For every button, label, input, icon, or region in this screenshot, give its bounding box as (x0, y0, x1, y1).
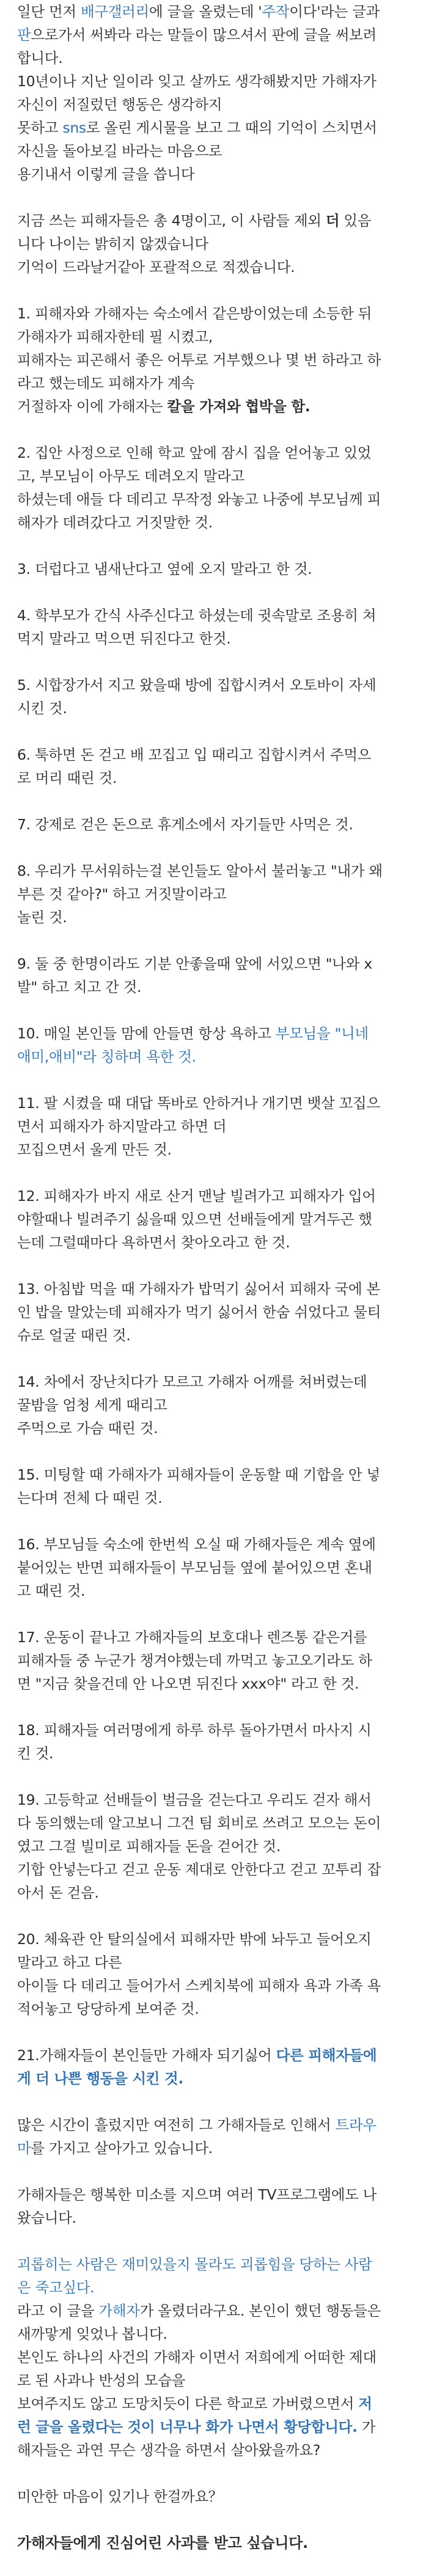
paragraph-gap (17, 1510, 417, 1533)
text-span: 못하고 (17, 119, 63, 136)
text-span: 거절하자 이에 가해자는 (17, 398, 167, 415)
text-line (17, 975, 417, 999)
text-span: 으로가서 써봐라 라는 말들이 많으셔서 판에 글을 써보려 (31, 26, 377, 43)
text-line (17, 813, 417, 836)
text-span: 라고 이 글을 (17, 2302, 99, 2319)
text-line (17, 1997, 417, 2020)
text-line (17, 1974, 417, 1997)
text-span: 일단 먼저 (17, 3, 81, 20)
text-line (17, 2346, 417, 2369)
emphasis-text: 런 글을 올렸다는 것이 너무나 화가 나면서 황당합니다. (17, 2418, 358, 2435)
text-span: 는다며 전체 다 때린 것. (17, 1489, 163, 1506)
emphasis-text: 더 (325, 212, 340, 229)
paragraph-gap (17, 418, 417, 441)
text-line (17, 163, 417, 186)
text-line (17, 46, 417, 70)
text-span: 꿀밤을 엄청 세게 때리고 (17, 1396, 167, 1414)
text-span: 본인도 하나의 사건의 가해자 이면서 저희에게 어떠한 제대 (17, 2349, 377, 2366)
paragraph (17, 2531, 417, 2555)
paragraph-gap (17, 1602, 417, 1626)
text-span: 발" 하고 치고 간 것. (17, 978, 142, 996)
text-span: 킨 것. (17, 1745, 54, 1762)
text-line (17, 1486, 417, 1510)
text-line (17, 1277, 417, 1301)
text-span: 하셨는데 애들 다 데리고 무작정 와놓고 나중에 부모님께 피 (17, 491, 381, 508)
text-line (17, 2253, 417, 2276)
paragraph-gap (17, 1440, 417, 1463)
paragraph (17, 2485, 417, 2508)
text-span: 놀린 것. (17, 909, 67, 926)
text-line (17, 2299, 417, 2322)
text-line (17, 1672, 417, 1695)
text-line (17, 93, 417, 116)
paragraph (17, 813, 417, 836)
text-line (17, 627, 417, 650)
text-line (17, 1951, 417, 1974)
text-span: 야할때나 빌려주기 싫을때 있으면 선배들에게 말겨두곤 했 (17, 1211, 372, 1228)
text-line (17, 1463, 417, 1486)
text-span: 였고 그걸 빌미로 피해자들 돈을 걷어간 것. (17, 1838, 281, 1855)
paragraph-gap (17, 999, 417, 1022)
text-span: 12. 피해자가 바지 새로 산거 맨날 빌려가고 피해자가 입어 (17, 1187, 376, 1205)
paragraph (17, 1533, 417, 1602)
text-line (17, 2438, 417, 2462)
paragraph-gap (17, 279, 417, 302)
paragraph-gap (17, 2020, 417, 2044)
text-span: 해자가 데려갔다고 거짓말한 것. (17, 514, 213, 531)
paragraph (17, 2253, 417, 2462)
text-span: 아서 돈 걷음. (17, 1884, 99, 1901)
paragraph-gap (17, 1254, 417, 1277)
text-span: 가해자가 피해자한테 필 시켰고, (17, 328, 213, 345)
text-span: 적어놓고 당당하게 보여준 것. (17, 2000, 199, 2017)
text-span: 는데 그럴때마다 욕하면서 찾아오라고 한 것. (17, 1234, 290, 1251)
text-span: 가 올렸더라구요. 본인이 했던 행동들은 (139, 2302, 381, 2319)
text-span: 14. 차에서 장난치다가 모르고 가해자 어깨를 쳐버렸는데 (17, 1373, 367, 1390)
text-span: 19. 고등학교 선배들이 벌금을 걷는다고 우리도 걷자 해서 (17, 1791, 372, 1808)
text-span: 시킨 것. (17, 700, 67, 717)
text-span: 로 머리 때린 것. (17, 769, 117, 787)
paragraph (17, 441, 417, 534)
paragraph (17, 1277, 417, 1347)
emphasis-text: 가해자들에게 진심어린 사과를 받고 싶습니다. (17, 2534, 308, 2552)
text-line (17, 1301, 417, 1324)
emphasis-text: 주작 (262, 3, 290, 20)
text-line (17, 1742, 417, 1765)
text-line (17, 232, 417, 255)
text-span: 피해자들 중 누군가 챙겨야했는데 까먹고 놓고오기라도 하 (17, 1652, 372, 1669)
paragraph-gap (17, 1695, 417, 1719)
text-line (17, 511, 417, 534)
paragraph (17, 302, 417, 418)
text-span: 기억이 드라날거같아 포괄적으로 적겠습니다. (17, 259, 295, 276)
text-line (17, 1092, 417, 1115)
text-span: 이다'라는 글과 (289, 3, 380, 20)
text-line (17, 209, 417, 232)
text-span: 합니다. (17, 50, 63, 67)
text-span: 새까맣게 잊었나 봅니다. (17, 2325, 167, 2343)
text-line (17, 1184, 417, 1208)
text-line (17, 2183, 417, 2206)
text-span: 에 글을 올렸는데 ' (149, 3, 262, 20)
text-span: 9. 둘 중 한명이라도 기분 안좋을때 앞에 서있으면 "나와 x (17, 955, 372, 972)
text-span: 부른 것 같아?" 하고 거짓말이라고 (17, 886, 227, 903)
text-line (17, 1115, 417, 1138)
text-line (17, 0, 417, 23)
text-line (17, 743, 417, 766)
paragraph-gap (17, 1161, 417, 1184)
text-span: 11. 팔 시켰을 때 대답 똑바로 안하거나 개기면 뱃살 꼬집으 (17, 1095, 380, 1112)
text-span: 7. 강제로 걷은 돈으로 휴게소에서 자기들만 사먹은 것. (17, 816, 353, 833)
text-line (17, 1649, 417, 1672)
text-line (17, 139, 417, 163)
paragraph-gap (17, 720, 417, 743)
text-span: 1. 피해자와 가해자는 숙소에서 같은방이었는데 소등한 뒤 (17, 305, 372, 322)
text-span: 3. 더럽다고 냄새난다고 옆에 오지 말라고 한 것. (17, 560, 312, 578)
paragraph (17, 2183, 417, 2229)
text-span: 슈로 얼굴 때린 것. (17, 1327, 131, 1344)
text-span: 를 가지고 살아가고 있습니다. (31, 2140, 213, 2157)
paragraph (17, 557, 417, 581)
emphasis-text: 애미,애비"라 칭하며 욕한 것. (17, 1048, 196, 1065)
text-span: 피해자는 피곤해서 좋은 어투로 거부했으나 몇 번 하라고 하 (17, 351, 381, 369)
paragraph (17, 1463, 417, 1510)
text-line (17, 255, 417, 279)
text-line (17, 883, 417, 906)
text-line (17, 372, 417, 395)
text-span: 붙어있는 반면 피해자들이 부모님들 옆에 붙어있으면 혼내 (17, 1559, 372, 1576)
text-line (17, 1788, 417, 1811)
text-span: 면서 피해자가 하지말라고 하면 더 (17, 1118, 227, 1135)
text-span: 6. 툭하면 돈 걷고 배 꼬집고 입 때리고 집합시켜서 주먹으 (17, 746, 372, 763)
paragraph (17, 0, 417, 186)
text-span: 16. 부모님들 숙소에 한번씩 오실 때 가해자들은 계속 옆에 (17, 1536, 376, 1553)
paragraph-gap (17, 790, 417, 813)
paragraph-gap (17, 650, 417, 673)
paragraph (17, 673, 417, 720)
text-span: 인 밥을 말았는데 피해자가 먹기 싫어서 한숨 쉬었다고 물티 (17, 1304, 381, 1321)
text-span: 주먹으로 가슴 때린 것. (17, 1420, 158, 1437)
emphasis-text: 게 더 나쁜 행동을 시킨 것. (17, 2070, 184, 2087)
paragraph-gap (17, 1904, 417, 1928)
text-line (17, 2369, 417, 2392)
emphasis-text: 칼을 가져와 협박을 함. (167, 398, 311, 415)
text-span: 13. 아침밥 먹을 때 가해자가 밥먹기 싫어서 피해자 국에 본 (17, 1280, 380, 1297)
paragraph-gap (17, 2462, 417, 2485)
text-line (17, 2137, 417, 2160)
text-span: 꼬집으면서 울게 만든 것. (17, 1141, 172, 1158)
text-span: 8. 우리가 무서워하는걸 본인들도 알아서 불러놓고 "내가 왜 (17, 862, 383, 879)
text-span: 면 "지금 찾을건데 안 나오면 뒤진다 xxx야" 라고 한 것. (17, 1675, 359, 1692)
text-line (17, 2322, 417, 2346)
emphasis-text: 판 (17, 26, 31, 43)
text-line (17, 1533, 417, 1556)
text-line (17, 1858, 417, 1881)
text-line (17, 1579, 417, 1602)
text-span: 20. 체육관 안 탈의실에서 피해자만 밖에 놔두고 들어오지 (17, 1931, 372, 1948)
text-line (17, 1324, 417, 1347)
emphasis-text: 은 죽고싶다. (17, 2279, 95, 2296)
text-line (17, 1393, 417, 1417)
emphasis-text: 괴롭히는 사람은 재미있을지 몰라도 괴롭힘을 당하는 사람 (17, 2256, 372, 2273)
text-line (17, 2044, 417, 2067)
text-span: 로 된 사과나 반성의 모습을 (17, 2372, 186, 2389)
text-line (17, 441, 417, 464)
emphasis-text: sns (62, 119, 86, 136)
paragraph (17, 1928, 417, 2020)
text-line (17, 325, 417, 348)
text-line (17, 1208, 417, 1231)
text-span: 15. 미팅할 때 가해자가 피해자들이 운동할 때 기합을 안 넣 (17, 1466, 380, 1483)
paragraph (17, 743, 417, 790)
text-span: 다 동의했는데 알고보니 그건 팀 회비로 쓰려고 모으는 돈이 (17, 1815, 381, 1832)
text-line (17, 906, 417, 929)
text-span: 아이들 다 데리고 들어가서 스케치북에 피해자 욕과 가족 욕 (17, 1977, 381, 1994)
paragraph (17, 1022, 417, 1068)
text-span: 왔습니다. (17, 2209, 76, 2226)
text-span: 기합 안넣는다고 걷고 운동 제대로 안한다고 걷고 꼬투리 잡 (17, 1861, 381, 1878)
text-line (17, 70, 417, 93)
text-span: 라고 했는데도 피해자가 계속 (17, 375, 195, 392)
text-span: 5. 시합장가서 지고 왔을때 방에 집합시켜서 오토바이 자세 (17, 677, 377, 694)
text-span: 18. 피해자들 여러명에게 하루 하루 돌아가면서 마사지 시 (17, 1722, 372, 1739)
paragraph-gap (17, 2508, 417, 2531)
text-line (17, 1626, 417, 1649)
emphasis-text: 배구갤러리 (80, 3, 149, 20)
paragraph-gap (17, 2090, 417, 2113)
emphasis-text: 트라우 (335, 2116, 377, 2134)
text-span: 고 때린 것. (17, 1582, 86, 1599)
text-line (17, 1811, 417, 1835)
emphasis-text: 부모님을 "니네 (275, 1025, 369, 1042)
text-line (17, 2392, 417, 2415)
text-line (17, 2067, 417, 2090)
paragraph-gap (17, 836, 417, 859)
text-line (17, 2113, 417, 2137)
paragraph (17, 2044, 417, 2090)
text-line (17, 673, 417, 697)
text-line (17, 2206, 417, 2229)
text-line (17, 488, 417, 511)
paragraph-gap (17, 1765, 417, 1788)
text-line (17, 1835, 417, 1858)
text-line (17, 1556, 417, 1579)
paragraph-gap (17, 1347, 417, 1370)
paragraph (17, 952, 417, 999)
text-line (17, 2531, 417, 2555)
text-span: 보여주지도 않고 도망치듯이 다른 학교로 가버렸으면서 (17, 2395, 359, 2412)
paragraph (17, 1092, 417, 1161)
text-line (17, 766, 417, 790)
paragraph (17, 1719, 417, 1765)
paragraph (17, 859, 417, 929)
text-line (17, 1370, 417, 1393)
paragraph (17, 209, 417, 279)
text-line (17, 1045, 417, 1068)
text-span: 2. 집안 사정으로 인해 학교 앞에 잠시 집을 얻어놓고 있었 (17, 444, 372, 461)
text-line (17, 23, 417, 46)
text-span: 말라고 하고 다른 (17, 1954, 122, 1971)
text-line (17, 464, 417, 488)
text-span: 로 올린 게시물을 보고 그 때의 기억이 스치면서 (86, 119, 377, 136)
text-span: 가해자들은 행복한 미소를 지으며 여러 TV프로그램에도 나 (17, 2186, 377, 2203)
text-span: 용기내서 이렇게 글을 씁니다 (17, 166, 195, 183)
text-line (17, 1022, 417, 1045)
emphasis-text: 저 (358, 2395, 372, 2412)
text-line (17, 557, 417, 581)
text-span: 고, 부모님이 아무도 데려오지 말라고 (17, 468, 245, 485)
text-line (17, 952, 417, 975)
paragraph (17, 1626, 417, 1695)
paragraph-gap (17, 2160, 417, 2183)
text-line (17, 302, 417, 325)
paragraph (17, 1184, 417, 1254)
paragraph-gap (17, 1068, 417, 1092)
paragraph-gap (17, 581, 417, 604)
text-span: 가 (357, 2418, 376, 2435)
text-line (17, 2415, 417, 2438)
text-span: 17. 운동이 끝나고 가해자들의 보호대나 렌즈통 같은거를 (17, 1629, 367, 1646)
text-line (17, 348, 417, 372)
emphasis-text: 가해자 (98, 2302, 140, 2319)
text-line (17, 859, 417, 883)
text-line (17, 1719, 417, 1742)
paragraph (17, 1370, 417, 1440)
text-span: 4. 학부모가 간식 사주신다고 하셨는데 귓속말로 조용히 쳐 (17, 607, 377, 624)
text-span: 미안한 마음이 있기나 한걸까요？ (17, 2488, 223, 2505)
text-line (17, 1417, 417, 1440)
paragraph (17, 604, 417, 650)
text-line (17, 604, 417, 627)
text-line (17, 1928, 417, 1951)
text-line (17, 116, 417, 139)
text-line (17, 1138, 417, 1161)
text-line (17, 395, 417, 418)
text-span: 21.가해자들이 본인들만 가해자 되기싫어 (17, 2047, 276, 2064)
text-span: 10년이나 지난 일이라 잊고 살까도 생각해봤지만 가해자가 (17, 73, 377, 90)
paragraph-gap (17, 929, 417, 952)
text-line (17, 2276, 417, 2299)
text-span: 많은 시간이 흘렀지만 여전히 그 가해자들로 인해서 (17, 2116, 336, 2134)
paragraph-gap (17, 534, 417, 557)
text-span: 지금 쓰는 피해자들은 총 4명이고, 이 사람들 제외 (17, 212, 326, 229)
paragraph-gap (17, 2229, 417, 2253)
text-span: 자신을 돌아보길 바라는 마음으로 (17, 142, 223, 160)
text-span: 해자들은 과연 무슨 생각을 하면서 살아왔을까요? (17, 2442, 321, 2459)
text-span: 있음 (339, 212, 372, 229)
text-span: 10. 매일 본인들 맘에 안들면 항상 욕하고 (17, 1025, 276, 1042)
text-line (17, 1881, 417, 1904)
text-line (17, 2485, 417, 2508)
paragraph (17, 1788, 417, 1904)
emphasis-text: 마 (17, 2140, 31, 2157)
text-span: 니다 나이는 밝히지 않겠습니다 (17, 235, 208, 252)
paragraph (17, 2113, 417, 2160)
emphasis-text: 다른 피해자들에 (276, 2047, 377, 2064)
text-line (17, 697, 417, 720)
paragraph-gap (17, 186, 417, 209)
text-line (17, 1231, 417, 1254)
text-span: 자신이 저질렀던 행동은 생각하지 (17, 96, 223, 113)
text-span: 먹지 말라고 먹으면 뒤진다고 한것. (17, 630, 231, 647)
